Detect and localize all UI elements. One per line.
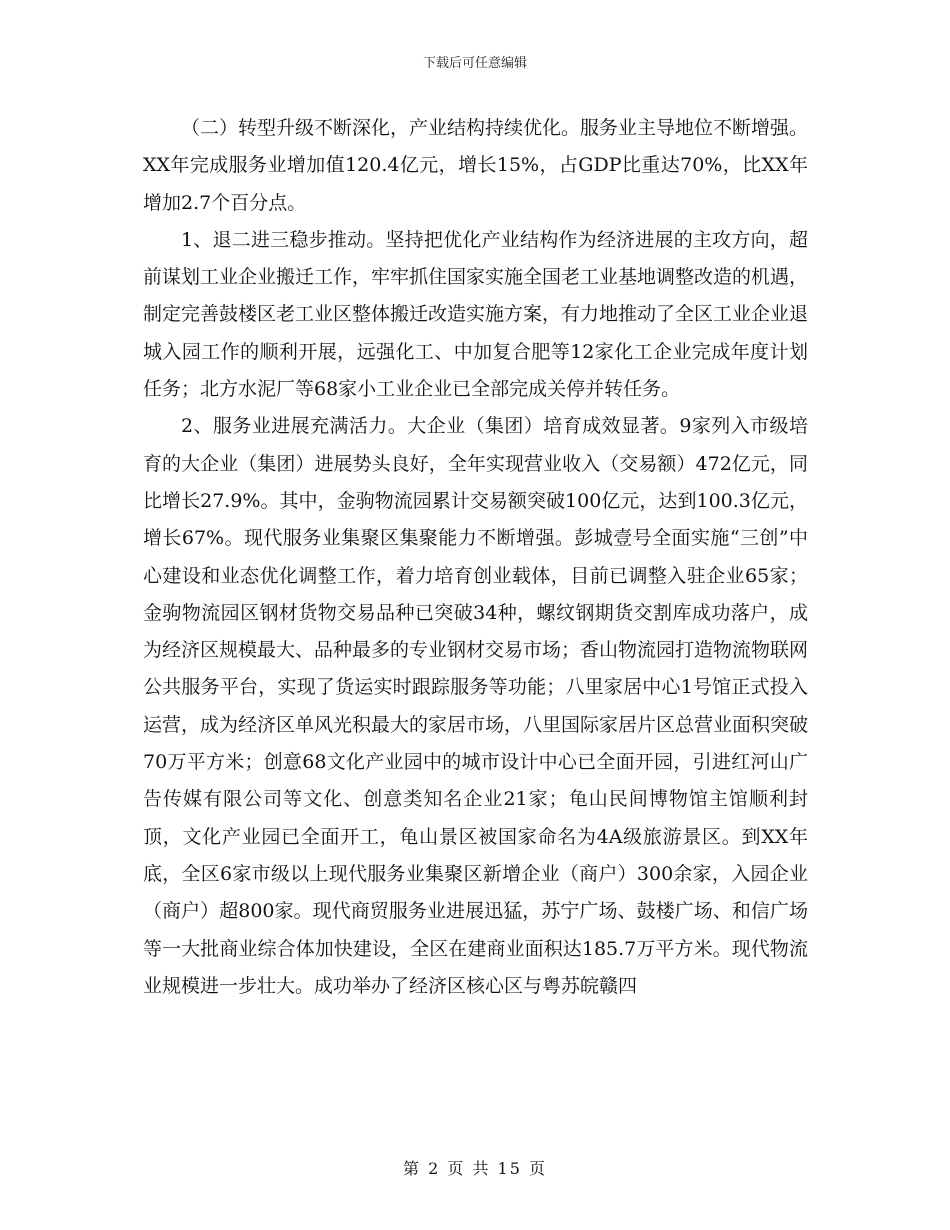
- document-body: [143, 110, 808, 1005]
- paragraph-industry-relocation: 1、退二进三稳步推动。坚持把优化产业结构作为经济进展的主攻方向，超前谋划工业企业搬迁工作，牢牢抓住国家实施全国老工业基地调整改造的机遇，制定完善鼓楼区老工业区整体搬迁改造实施方案，有力地推动了全区工业企业退城入园工作的顺利开展，远强化工、中加复合肥等12家化工企业完成年度计划任务；北方水泥厂等68家小工业企业已全部完成关停并转任务。: [143, 228, 809, 401]
- paragraph-transformation: （二）转型升级不断深化，产业结构持续优化。服务业主导地位不断增强。XX年完成服务业增加值120.4亿元，增长15%，占GDP比重达70%，比XX年增加2.7个百分点。: [143, 117, 809, 214]
- page-footer: 第 2 页 共 15 页: [403, 1159, 547, 1178]
- paragraph-service-industry: 2、服务业进展充满活力。大企业（集团）培育成效显著。9家列入市级培育的大企业（集团）进展势头良好，全年实现营业收入（交易额）472亿元，同比增长27.9%。其中，金驹物流园累计交易额突破100亿元，达到100.3亿元，增长67%。现代服务业集聚区集聚能力不断增强。彭城壹号全面实施“三创”中心建设和业态优化调整工作，着力培育创业载体，目前已调整入驻企业65家；金驹物流园区钢材货物交易品种已突破34种，螺纹钢期货交割库成功落户，成为经济区规模最大、品种最多的专业钢材交易市场；香山物流园打造物流物联网公共服务平台，实现了货运实时跟踪服务等功能；八里家居中心1号馆正式投入运营，成为经济区单风光积最大的家居市场，八里国际家居片区总营业面积突破70万平方米；创意68文化产业园中的城市设计中心已全面开园，引进红河山广告传媒有限公司等文化、创意类知名企业21家；龟山民间博物馆主馆顺利封顶，文化产业园已全面开工，龟山景区被国家命名为4A级旅游景区。到XX年底，全区6家市级以上现代服务业集聚区新增企业（商户）300余家，入园企业（商户）超800家。现代商贸服务业进展迅猛，苏宁广场、鼓楼广场、和信广场等一大批商业综合体加快建设，全区在建商业面积达185.7万平方米。现代物流业规模进一步壮大。成功举办了经济区核心区与粤苏皖赣四: [143, 415, 809, 997]
- page-header: 下载后可任意编辑: [422, 56, 527, 71]
